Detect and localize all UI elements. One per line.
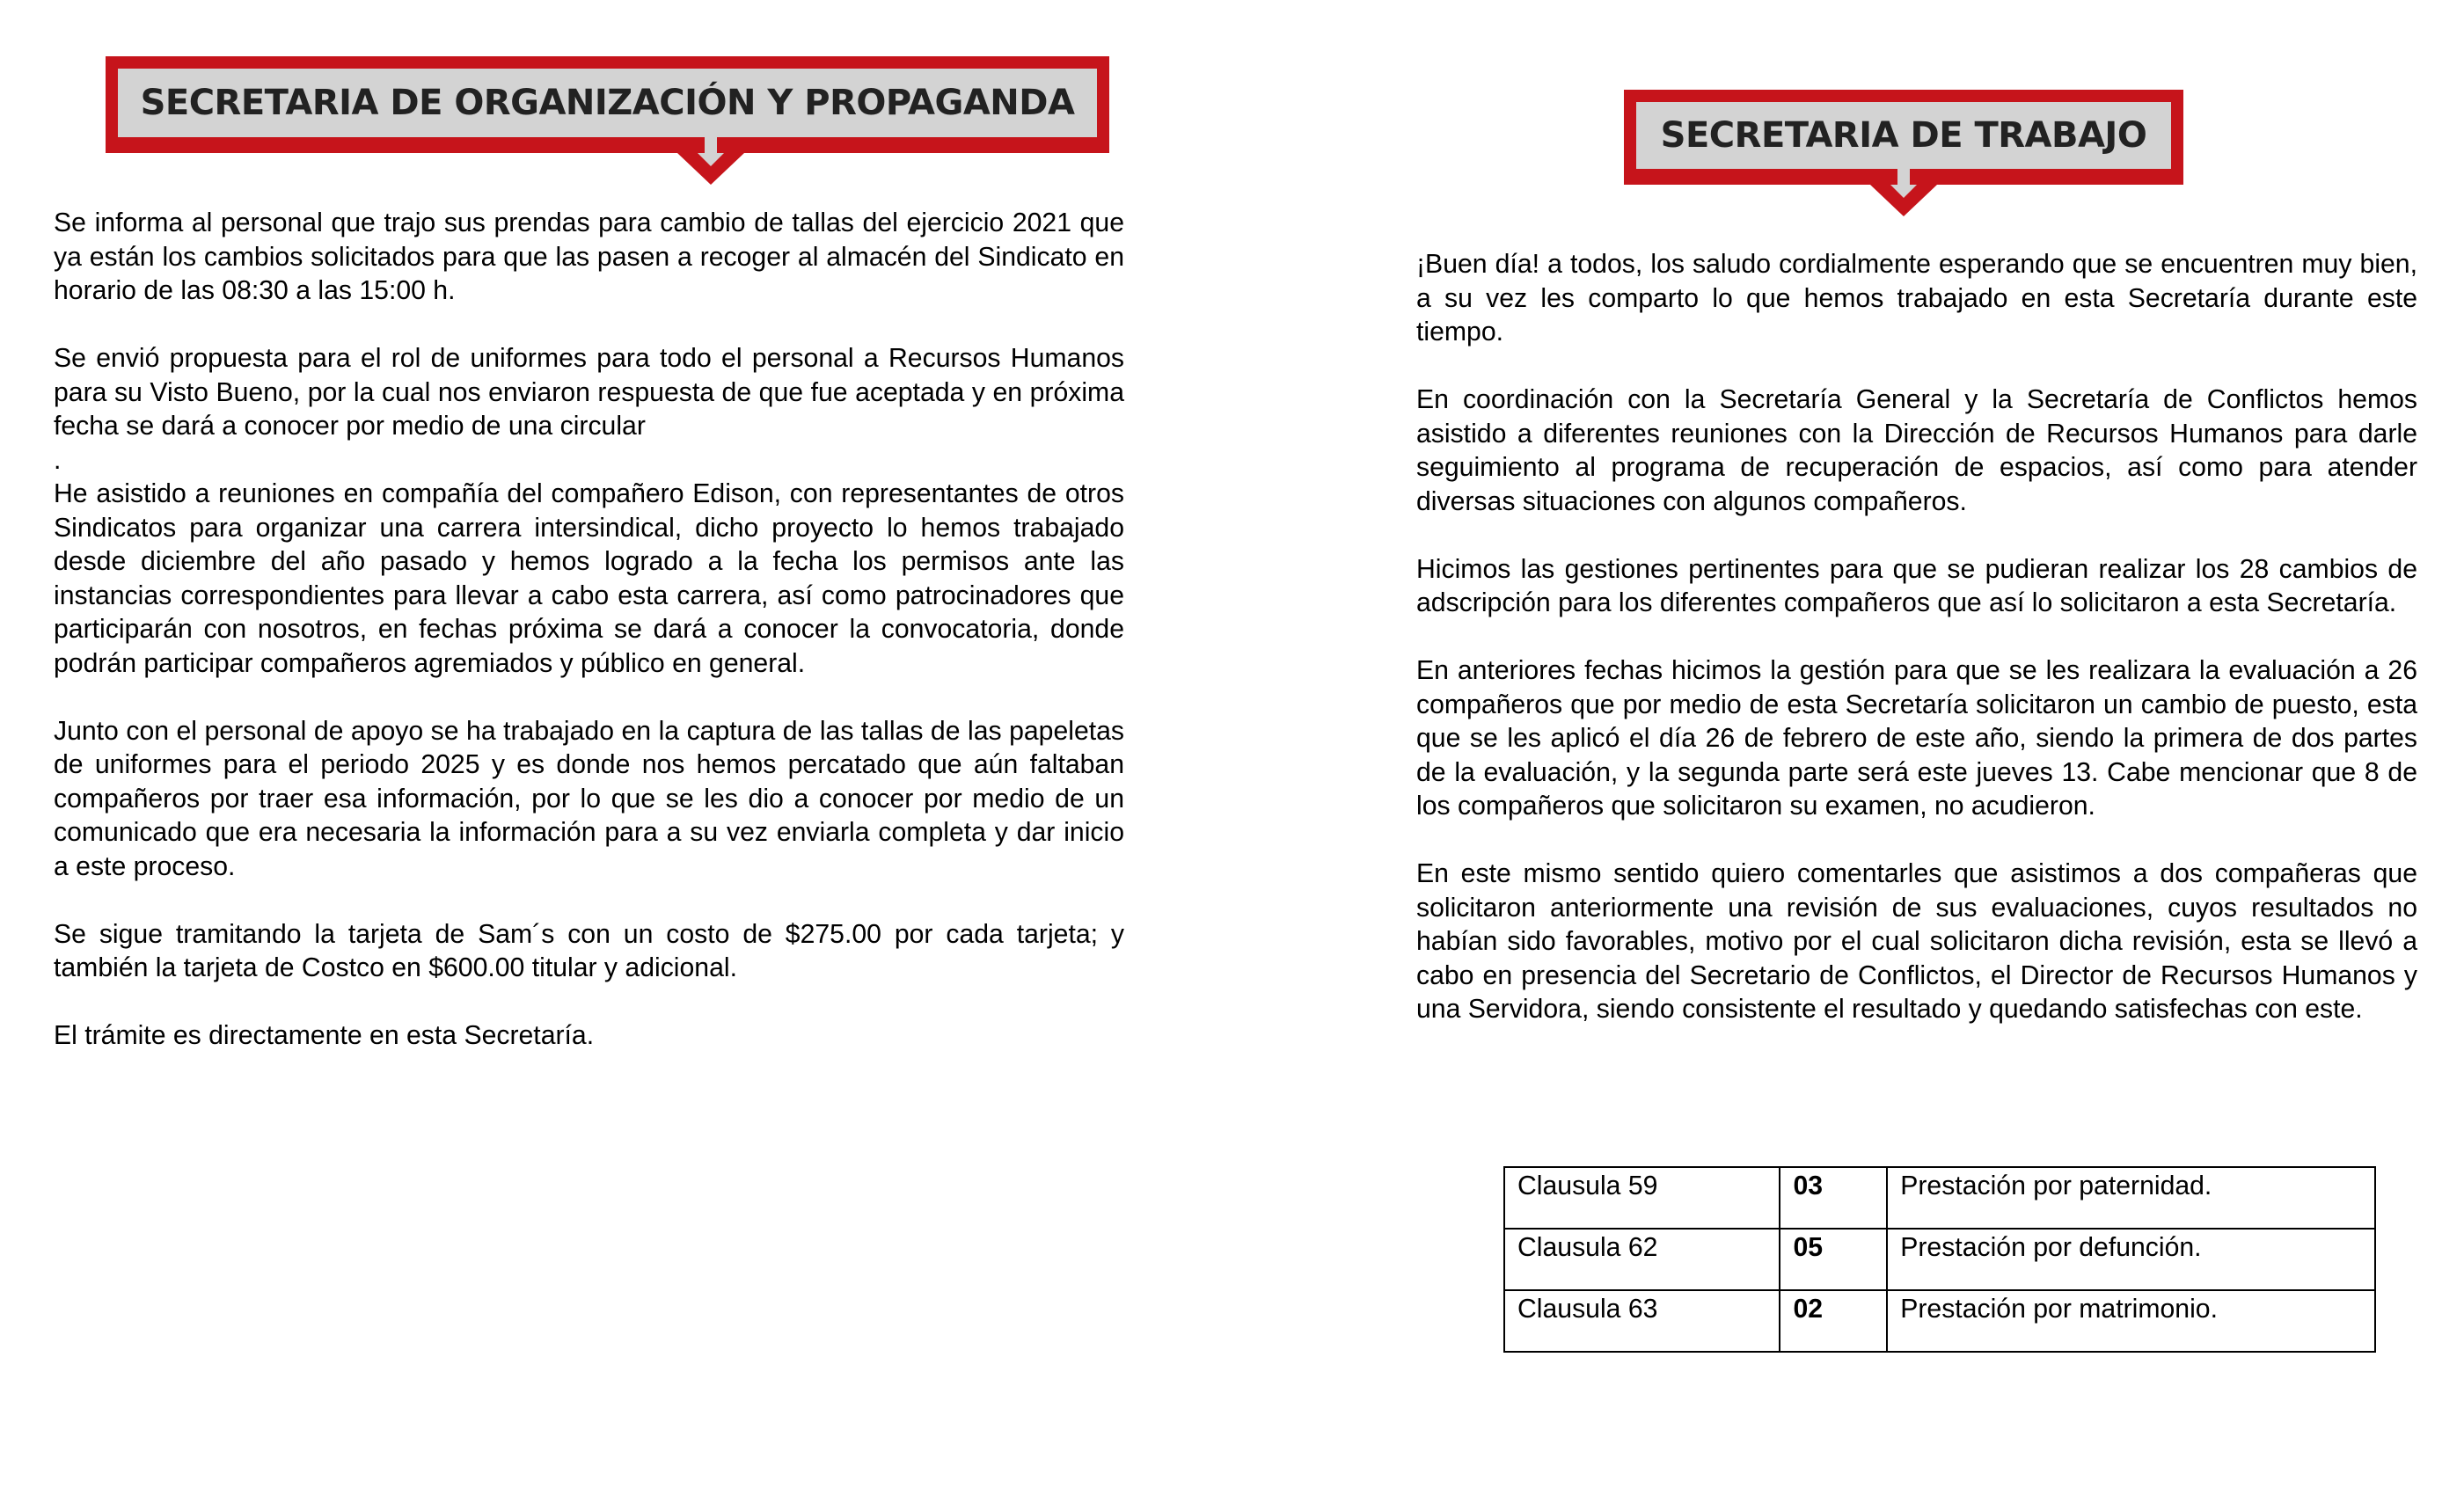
paragraph: Hicimos las gestiones pertinentes para que se pudieran realizar los 28 cambios de adscripción para los diferentes compañeros que así lo solicitaron a esta Secretaría. — [1416, 554, 2417, 617]
paragraph: Se informa al personal que trajo sus prendas para cambio de tallas del ejercicio 2021 que ya están los cambios solicitados para que las pasen a recoger al almacén del Sindicato en horario de las 08:30 a las 15:00 h. — [54, 208, 1124, 305]
table-row — [1504, 1229, 2375, 1290]
section-title: SECRETARIA DE ORGANIZACIÓN Y PROPAGANDA — [118, 69, 1097, 137]
paragraph: En coordinación con la Secretaría General y la Secretaría de Conflictos hemos asistido a diferentes reuniones con la Dirección de Recursos Humanos para darle seguimiento al programa de recuperación de espacios, así como para atender diversas situaciones con algunos compañeros. — [1416, 385, 2417, 516]
clause-cell: Clausula 59 — [1504, 1167, 1780, 1229]
section-title: SECRETARIA DE TRABAJO — [1636, 102, 2171, 169]
clause-table — [1503, 1166, 2376, 1353]
description-cell: Prestación por defunción. — [1887, 1229, 2375, 1290]
trabajo-text — [1416, 248, 2417, 1061]
paragraph: Junto con el personal de apoyo se ha trabajado en la captura de las tallas de las papeletas de uniformes para el periodo 2025 y es donde nos hemos percatado que aún faltaban compañeros por traer esa información, por lo que se les dio a conocer por medio de un comunicado que era necesaria la información para a su vez enviarla completa y dar inicio a este proceso. — [54, 716, 1124, 881]
stray-dot: . — [54, 445, 62, 475]
paragraph: Se envió propuesta para el rol de uniformes para todo el personal a Recursos Humanos para su Visto Bueno, por la cual nos enviaron respuesta de que fue aceptada y en próxima fecha se dará a conocer por medio de una circular — [54, 344, 1124, 441]
banner-pointer-stem — [1897, 169, 1910, 185]
count-cell: 05 — [1780, 1229, 1887, 1290]
clause-cell: Clausula 62 — [1504, 1229, 1780, 1290]
banner-pointer-inner — [1890, 185, 1917, 198]
paragraph: En este mismo sentido quiero comentarles que asistimos a dos compañeras que solicitaron anteriormente una revisión de sus evaluaciones, cuyos resultados no habían sido favorables, motivo por el cual solicitaron dicha revisión, esta se llevó a cabo en presencia del Secretario de Conflictos, el Director de Recursos Humanos y una Servidora, siendo consistente el resultado y quedando satisfechas con este. — [1416, 859, 2417, 1024]
description-cell: Prestación por paternidad. — [1887, 1167, 2375, 1229]
table-row — [1504, 1290, 2375, 1352]
paragraph: El trámite es directamente en esta Secretaría. — [54, 1021, 595, 1050]
banner-pointer-inner — [698, 153, 724, 166]
clause-cell: Clausula 63 — [1504, 1290, 1780, 1352]
banner-organizacion-propaganda — [106, 56, 1109, 153]
paragraph: He asistido a reuniones en compañía del compañero Edison, con representantes de otros Sindicatos para organizar una carrera intersindical, dicho proyecto lo hemos trabajado desde diciembre del año pasado y hemos logrado a la fecha los permisos ante las instancias correspondientes para llevar a cabo esta carrera, así como patrocinadores que participarán con nosotros, en fechas próxima se dará a conocer la convocatoria, donde podrán participar compañeros agremiados y público en general. — [54, 479, 1124, 678]
paragraph: En anteriores fechas hicimos la gestión para que se les realizara la evaluación a 26 compañeros que por medio de esta Secretaría solicitaron un cambio de puesto, esta que se les aplicó el día 26 de febrero de este año, siendo la primera de dos partes de la evaluación, y la segunda parte será este jueves 13. Cabe mencionar que 8 de los compañeros que solicitaron su examen, no acudieron. — [1416, 656, 2417, 821]
table-row — [1504, 1167, 2375, 1229]
organizacion-propaganda-text — [54, 207, 1124, 1087]
count-cell: 02 — [1780, 1290, 1887, 1352]
description-cell: Prestación por matrimonio. — [1887, 1290, 2375, 1352]
paragraph: Se sigue tramitando la tarjeta de Sam´s con un costo de $275.00 por cada tarjeta; y también la tarjeta de Costco en $600.00 titular y adicional. — [54, 919, 1124, 982]
count-cell: 03 — [1780, 1167, 1887, 1229]
paragraph: ¡Buen día! a todos, los saludo cordialmente esperando que se encuentren muy bien, a su vez les comparto lo que hemos trabajado en esta Secretaría durante este tiempo. — [1416, 250, 2417, 347]
banner-pointer-stem — [705, 137, 717, 153]
banner-trabajo — [1624, 90, 2183, 185]
